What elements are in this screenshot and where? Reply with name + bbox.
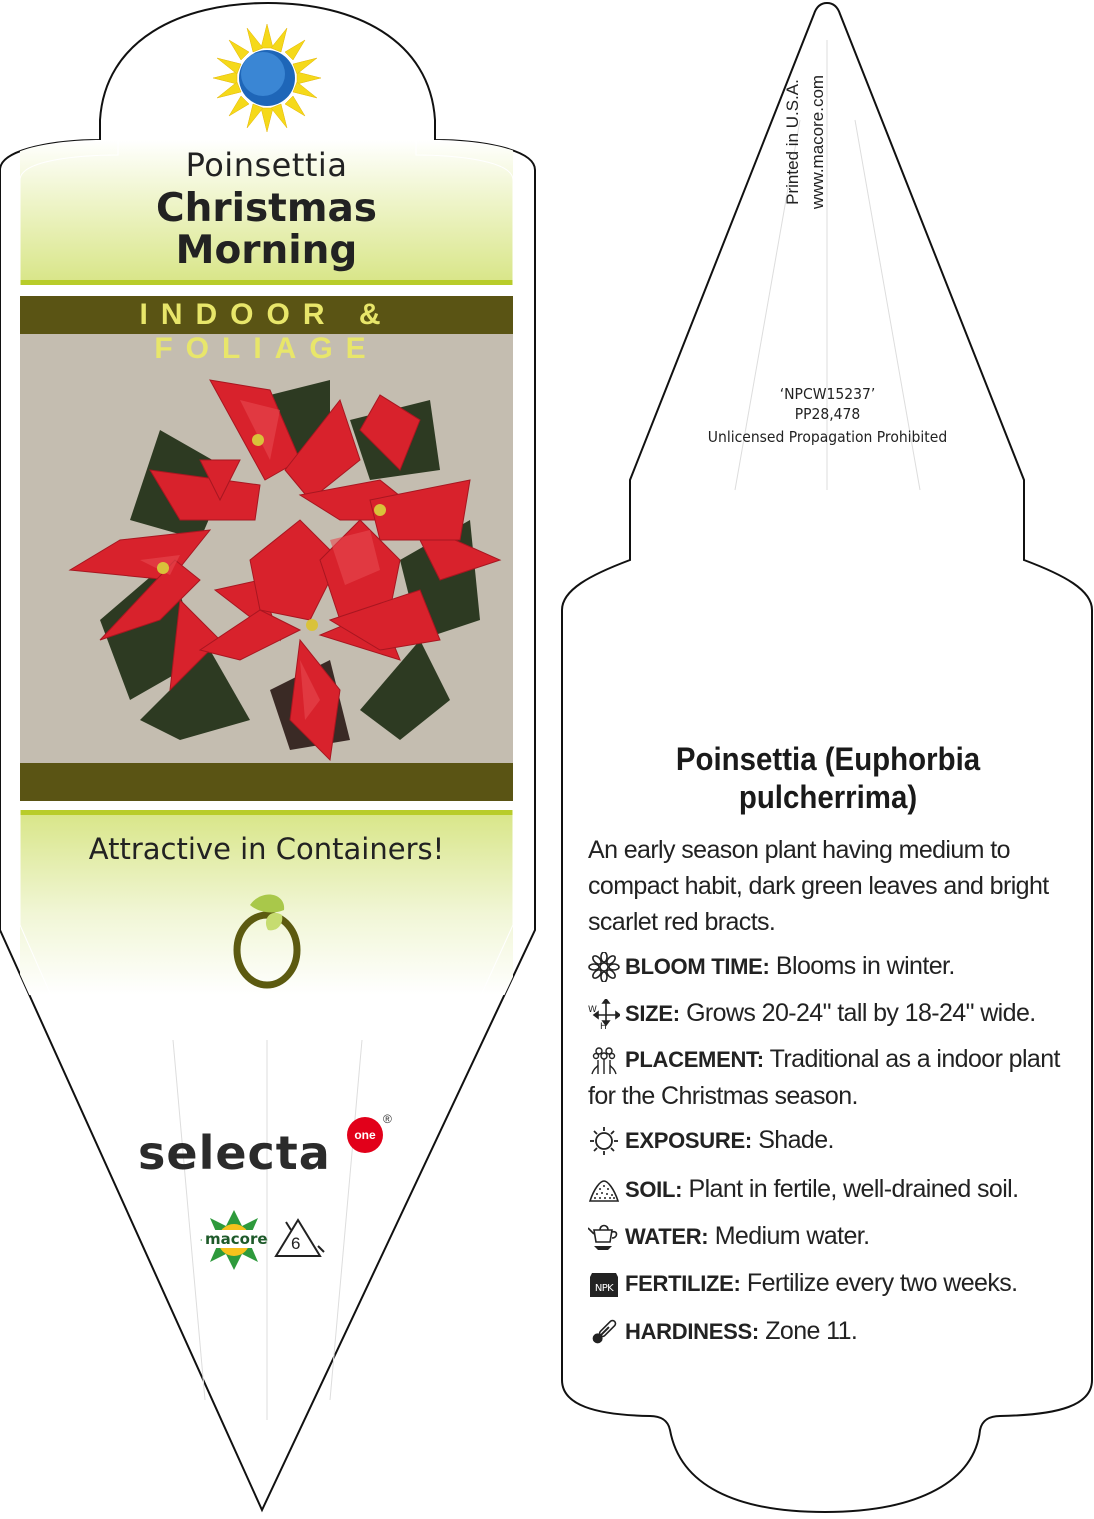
plants-icon — [588, 1045, 620, 1075]
size-arrows-icon — [588, 999, 620, 1029]
shade-sun-icon — [588, 1126, 620, 1156]
water-label: WATER: — [625, 1224, 709, 1249]
tagline: Attractive in Containers! — [88, 832, 445, 866]
fertilize-label: FERTILIZE: — [625, 1271, 741, 1296]
sun-logo-icon — [213, 24, 321, 132]
scientific-name: Poinsettia (Euphorbia pulcherrima) — [675, 741, 981, 815]
svg-text:W: W — [588, 1005, 597, 1016]
propagation-notice: Unlicensed Propagation Prohibited — [707, 428, 948, 446]
attribute-placement — [588, 1041, 1068, 1114]
printer-logo-text: macore — [205, 1230, 268, 1248]
variety-name-line1: Christmas — [155, 186, 377, 231]
attribute-bloom-time — [588, 948, 1068, 985]
registered-mark: ® — [383, 1112, 392, 1126]
poinsettia-photo — [20, 334, 513, 764]
attribute-exposure — [588, 1122, 1068, 1159]
photo-bottom-band — [20, 763, 513, 801]
soil-value: Plant in fertile, well-drained soil. — [682, 1175, 1019, 1203]
hardiness-value: Zone 11. — [758, 1317, 858, 1345]
npk-icon — [588, 1269, 620, 1299]
thermometer-icon — [588, 1317, 620, 1347]
attribute-size — [588, 995, 1068, 1032]
patent-number: PP28,478 — [794, 405, 861, 423]
website-label: www.macore.com — [808, 74, 827, 210]
exposure-value: Shade. — [751, 1126, 834, 1154]
water-value: Medium water. — [708, 1222, 870, 1250]
hardiness-label: HARDINESS: — [625, 1319, 759, 1344]
size-label: SIZE: — [625, 1001, 680, 1026]
placement-label: PLACEMENT: — [625, 1047, 764, 1072]
size-value: Grows 20-24" tall by 18-24" wide. — [679, 999, 1036, 1027]
soil-label: SOIL: — [625, 1177, 683, 1202]
soil-pile-icon — [588, 1175, 620, 1205]
svg-text:H: H — [600, 1022, 607, 1030]
common-name: Poinsettia — [185, 146, 348, 184]
plant-description: An early season plant having medium to compact habit, dark green leaves and bright scarlet red bracts. — [588, 836, 1049, 936]
attribute-hardiness — [588, 1313, 1068, 1350]
printed-in-label: Printed in U.S.A. — [783, 79, 802, 205]
watering-can-icon — [588, 1222, 620, 1252]
bloom-time-label: BLOOM TIME: — [625, 954, 770, 979]
attribute-soil — [588, 1171, 1068, 1208]
flower-icon — [588, 952, 620, 982]
placement-value: Traditional as a indoor plant for the Christmas season. — [588, 1045, 1060, 1110]
variety-name-line2: Morning — [175, 228, 358, 273]
category-label: INDOOR & FOLIAGE — [139, 298, 394, 365]
attribute-fertilize — [588, 1265, 1068, 1302]
fertilize-value: Fertilize every two weeks. — [740, 1269, 1018, 1297]
variety-code: ‘NPCW15237’ — [779, 385, 876, 403]
brand-wordmark: selecta — [138, 1126, 331, 1180]
svg-text:NPK: NPK — [594, 1283, 614, 1295]
bloom-time-value: Blooms in winter. — [769, 952, 955, 980]
attribute-water — [588, 1218, 1068, 1255]
recycle-code: 6 — [291, 1234, 301, 1253]
brand-badge: one — [347, 1117, 383, 1153]
exposure-label: EXPOSURE: — [625, 1128, 752, 1153]
